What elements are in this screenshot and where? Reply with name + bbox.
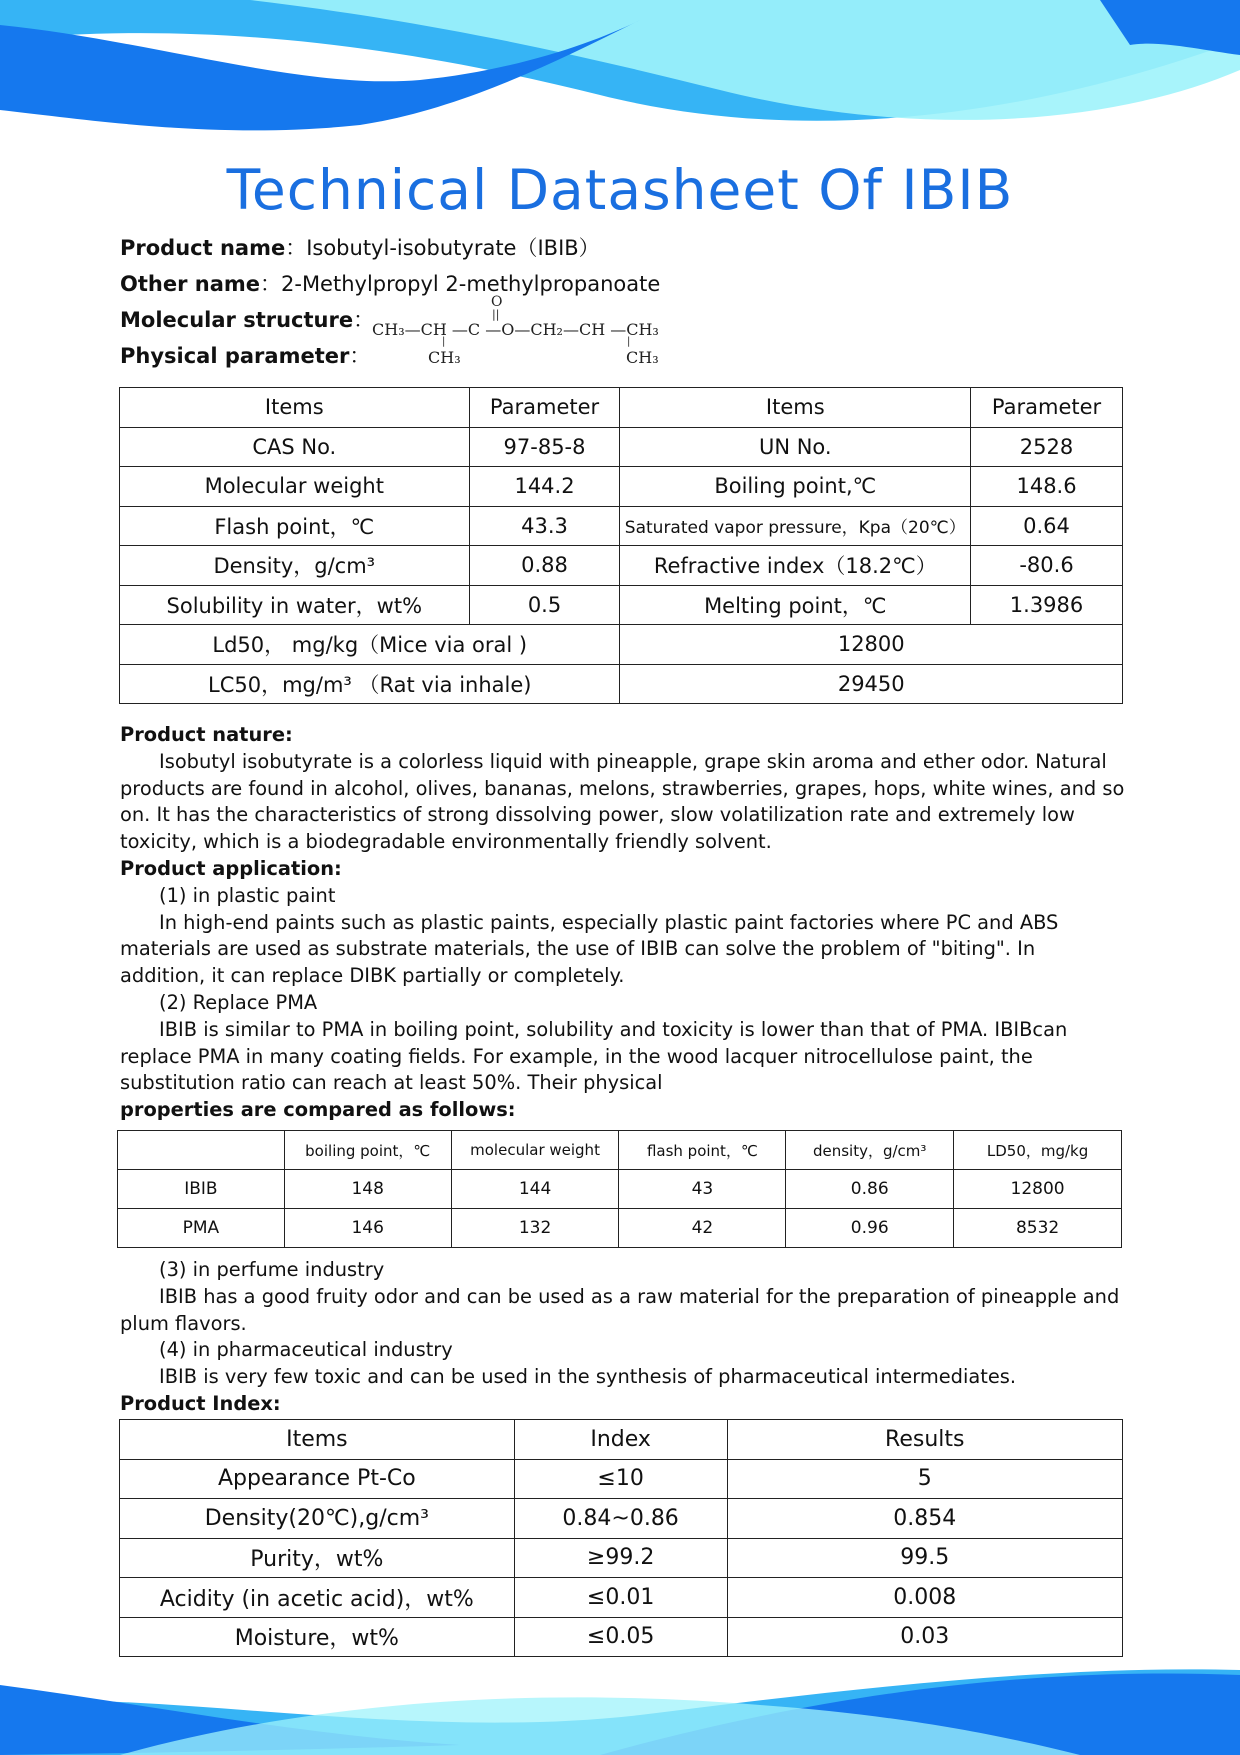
table-cell: 29450 xyxy=(620,664,1123,704)
table-cell: 0.008 xyxy=(727,1578,1122,1618)
structure-line: Molecular structure： xyxy=(120,308,375,332)
application-item-text: In high-end paints such as plastic paints, especially plastic paint factories where PC and ABS materials are used as substrate materials, the use of IBIB can solve the problem of "biting". In addition, it can replace DIBK partially or completely. xyxy=(120,910,1059,988)
application-item-title: (1) in plastic paint xyxy=(159,883,336,907)
table-row xyxy=(120,1499,1123,1539)
header-cell: boiling point，℃ xyxy=(284,1131,451,1170)
table-cell: IBIB xyxy=(118,1170,285,1209)
table-row xyxy=(120,427,1123,467)
left-methyl: CH₃ xyxy=(428,348,461,367)
table-cell: Flash point，℃ xyxy=(120,506,470,546)
molecular-structure xyxy=(372,292,732,370)
double-bond: || xyxy=(492,308,500,321)
table-cell: ≥99.2 xyxy=(514,1538,727,1578)
header-cell: Items xyxy=(120,1420,515,1460)
header-cell: Items xyxy=(120,388,470,428)
structure-label: Molecular structure xyxy=(120,308,354,332)
header-cell: molecular weight xyxy=(451,1131,619,1170)
table-cell: 144.2 xyxy=(469,467,620,507)
right-branch-bond: | xyxy=(627,336,631,347)
product-index-table xyxy=(119,1419,1123,1657)
table-cell: Saturated vapor pressure，Kpa（20℃） xyxy=(620,506,971,546)
table-row xyxy=(120,467,1123,507)
table-cell: Boiling point,℃ xyxy=(620,467,971,507)
physical-line: Physical parameter： xyxy=(120,344,371,368)
header-cell xyxy=(118,1131,285,1170)
main-chain: CH₃—CH —C —O—CH₂—CH —CH₃ xyxy=(372,320,659,339)
table-header-row xyxy=(120,388,1123,428)
table-cell: Moisture，wt% xyxy=(120,1617,515,1657)
table-row xyxy=(118,1170,1122,1209)
body-text-lower xyxy=(120,1257,1125,1418)
table-cell: 0.84~0.86 xyxy=(514,1499,727,1539)
table-header-row xyxy=(118,1131,1122,1170)
table-cell: Appearance Pt-Co xyxy=(120,1459,515,1499)
table-row xyxy=(120,625,1123,665)
table-cell: 1.3986 xyxy=(971,585,1123,625)
table-row xyxy=(118,1209,1122,1248)
header-cell: Results xyxy=(727,1420,1122,1460)
table-cell: 43 xyxy=(619,1170,786,1209)
table-cell: Density(20℃),g/cm³ xyxy=(120,1499,515,1539)
table-cell: Melting point，℃ xyxy=(620,585,971,625)
table-cell: 2528 xyxy=(971,427,1123,467)
header-cell: density，g/cm³ xyxy=(786,1131,954,1170)
table-cell: ≤0.01 xyxy=(514,1578,727,1618)
table-cell: Ld50， mg/kg（Mice via oral ) xyxy=(120,625,620,665)
header-cell: LD50，mg/kg xyxy=(954,1131,1122,1170)
compare-heading: properties are compared as follows: xyxy=(120,1098,516,1122)
other-name-value: ：2-Methylpropyl 2-methylpropanoate xyxy=(260,272,661,296)
table-cell: PMA xyxy=(118,1209,285,1248)
table-cell: 0.88 xyxy=(469,546,620,586)
table-cell: 5 xyxy=(727,1459,1122,1499)
application-item-text: IBIB has a good fruity odor and can be used as a raw material for the preparation of pineapple and plum flavors. xyxy=(120,1284,1120,1335)
body-text-upper xyxy=(120,722,1125,1124)
table-cell: 12800 xyxy=(954,1170,1122,1209)
table-cell: 0.86 xyxy=(786,1170,954,1209)
table-row xyxy=(120,664,1123,704)
table-row xyxy=(120,1459,1123,1499)
table-cell: Solubility in water，wt% xyxy=(120,585,470,625)
table-cell: 0.64 xyxy=(971,506,1123,546)
product-name-value: ：Isobutyl-isobutyrate（IBIB） xyxy=(285,236,600,260)
table-cell: 0.03 xyxy=(727,1617,1122,1657)
bottom-wave-decoration xyxy=(0,1645,1240,1755)
table-cell: 132 xyxy=(451,1209,619,1248)
right-methyl: CH₃ xyxy=(626,348,659,367)
other-name-label: Other name xyxy=(120,272,260,296)
product-application-heading: Product application: xyxy=(120,856,342,880)
application-item-title: (3) in perfume industry xyxy=(159,1258,385,1281)
header-cell: flash point，℃ xyxy=(619,1131,786,1170)
table-cell: 146 xyxy=(284,1209,451,1248)
carbonyl-oxygen: O xyxy=(491,294,503,310)
product-name-label: Product name xyxy=(120,236,286,260)
header-cell: Items xyxy=(620,388,971,428)
table-cell: 43.3 xyxy=(469,506,620,546)
table-cell: 0.96 xyxy=(786,1209,954,1248)
table-cell: Density，g/cm³ xyxy=(120,546,470,586)
product-index-heading: Product Index: xyxy=(120,1391,281,1415)
table-cell: 148.6 xyxy=(971,467,1123,507)
table-row xyxy=(120,1538,1123,1578)
header-cell: Parameter xyxy=(971,388,1123,428)
table-row xyxy=(120,506,1123,546)
table-cell: 42 xyxy=(619,1209,786,1248)
table-cell: Purity，wt% xyxy=(120,1538,515,1578)
application-item-text: IBIB is very few toxic and can be used in the synthesis of pharmaceutical intermediates. xyxy=(159,1365,1017,1389)
table-cell: CAS No. xyxy=(120,427,470,467)
table-cell: 148 xyxy=(284,1170,451,1209)
table-cell: 97-85-8 xyxy=(469,427,620,467)
table-cell: -80.6 xyxy=(971,546,1123,586)
application-item-title: (4) in pharmaceutical industry xyxy=(159,1338,453,1362)
table-cell: ≤0.05 xyxy=(514,1617,727,1657)
table-cell: Acidity (in acetic acid)，wt% xyxy=(120,1578,515,1618)
left-branch-bond: | xyxy=(442,336,446,347)
physical-label: Physical parameter xyxy=(120,344,350,368)
table-row xyxy=(120,585,1123,625)
product-nature-heading: Product nature: xyxy=(120,723,293,746)
top-wave-decoration xyxy=(0,0,1240,140)
header-cell: Parameter xyxy=(469,388,620,428)
product-nature-text: Isobutyl isobutyrate is a colorless liquid with pineapple, grape skin aroma and ether odor. Natural products are found in alcohol, olives, bananas, melons, strawberries, grapes, hops, white wines, and so on. It has the characteristics of strong dissolving power, slow volatilization rate and extremely low toxicity, which is a biodegradable environmentally friendly solvent. xyxy=(120,749,1125,854)
table-header-row xyxy=(120,1420,1123,1460)
table-row xyxy=(120,546,1123,586)
application-item-title: (2) Replace PMA xyxy=(159,990,318,1014)
table-row xyxy=(120,1578,1123,1618)
physical-parameter-table xyxy=(119,387,1123,704)
table-cell: 8532 xyxy=(954,1209,1122,1248)
header-cell: Index xyxy=(514,1420,727,1460)
page-title: Technical Datasheet Of IBIB xyxy=(226,158,1014,222)
table-cell: ≤10 xyxy=(514,1459,727,1499)
table-cell: Molecular weight xyxy=(120,467,470,507)
table-cell: UN No. xyxy=(620,427,971,467)
table-cell: 0.854 xyxy=(727,1499,1122,1539)
comparison-table xyxy=(117,1130,1122,1248)
table-cell: 12800 xyxy=(620,625,1123,665)
table-cell: 144 xyxy=(451,1170,619,1209)
application-item-text: IBIB is similar to PMA in boiling point, solubility and toxicity is lower than that of PMA. IBIBcan replace PMA in many coating fields. For example, in the wood lacquer nitrocellulose paint, the substitution ratio can reach at least 50%. Their physical xyxy=(120,1017,1068,1095)
table-cell: 99.5 xyxy=(727,1538,1122,1578)
table-cell: Refractive index（18.2℃） xyxy=(620,546,971,586)
product-name-line xyxy=(120,234,600,262)
table-cell: 0.5 xyxy=(469,585,620,625)
table-cell: LC50，mg/m³ （Rat via inhale) xyxy=(120,664,620,704)
